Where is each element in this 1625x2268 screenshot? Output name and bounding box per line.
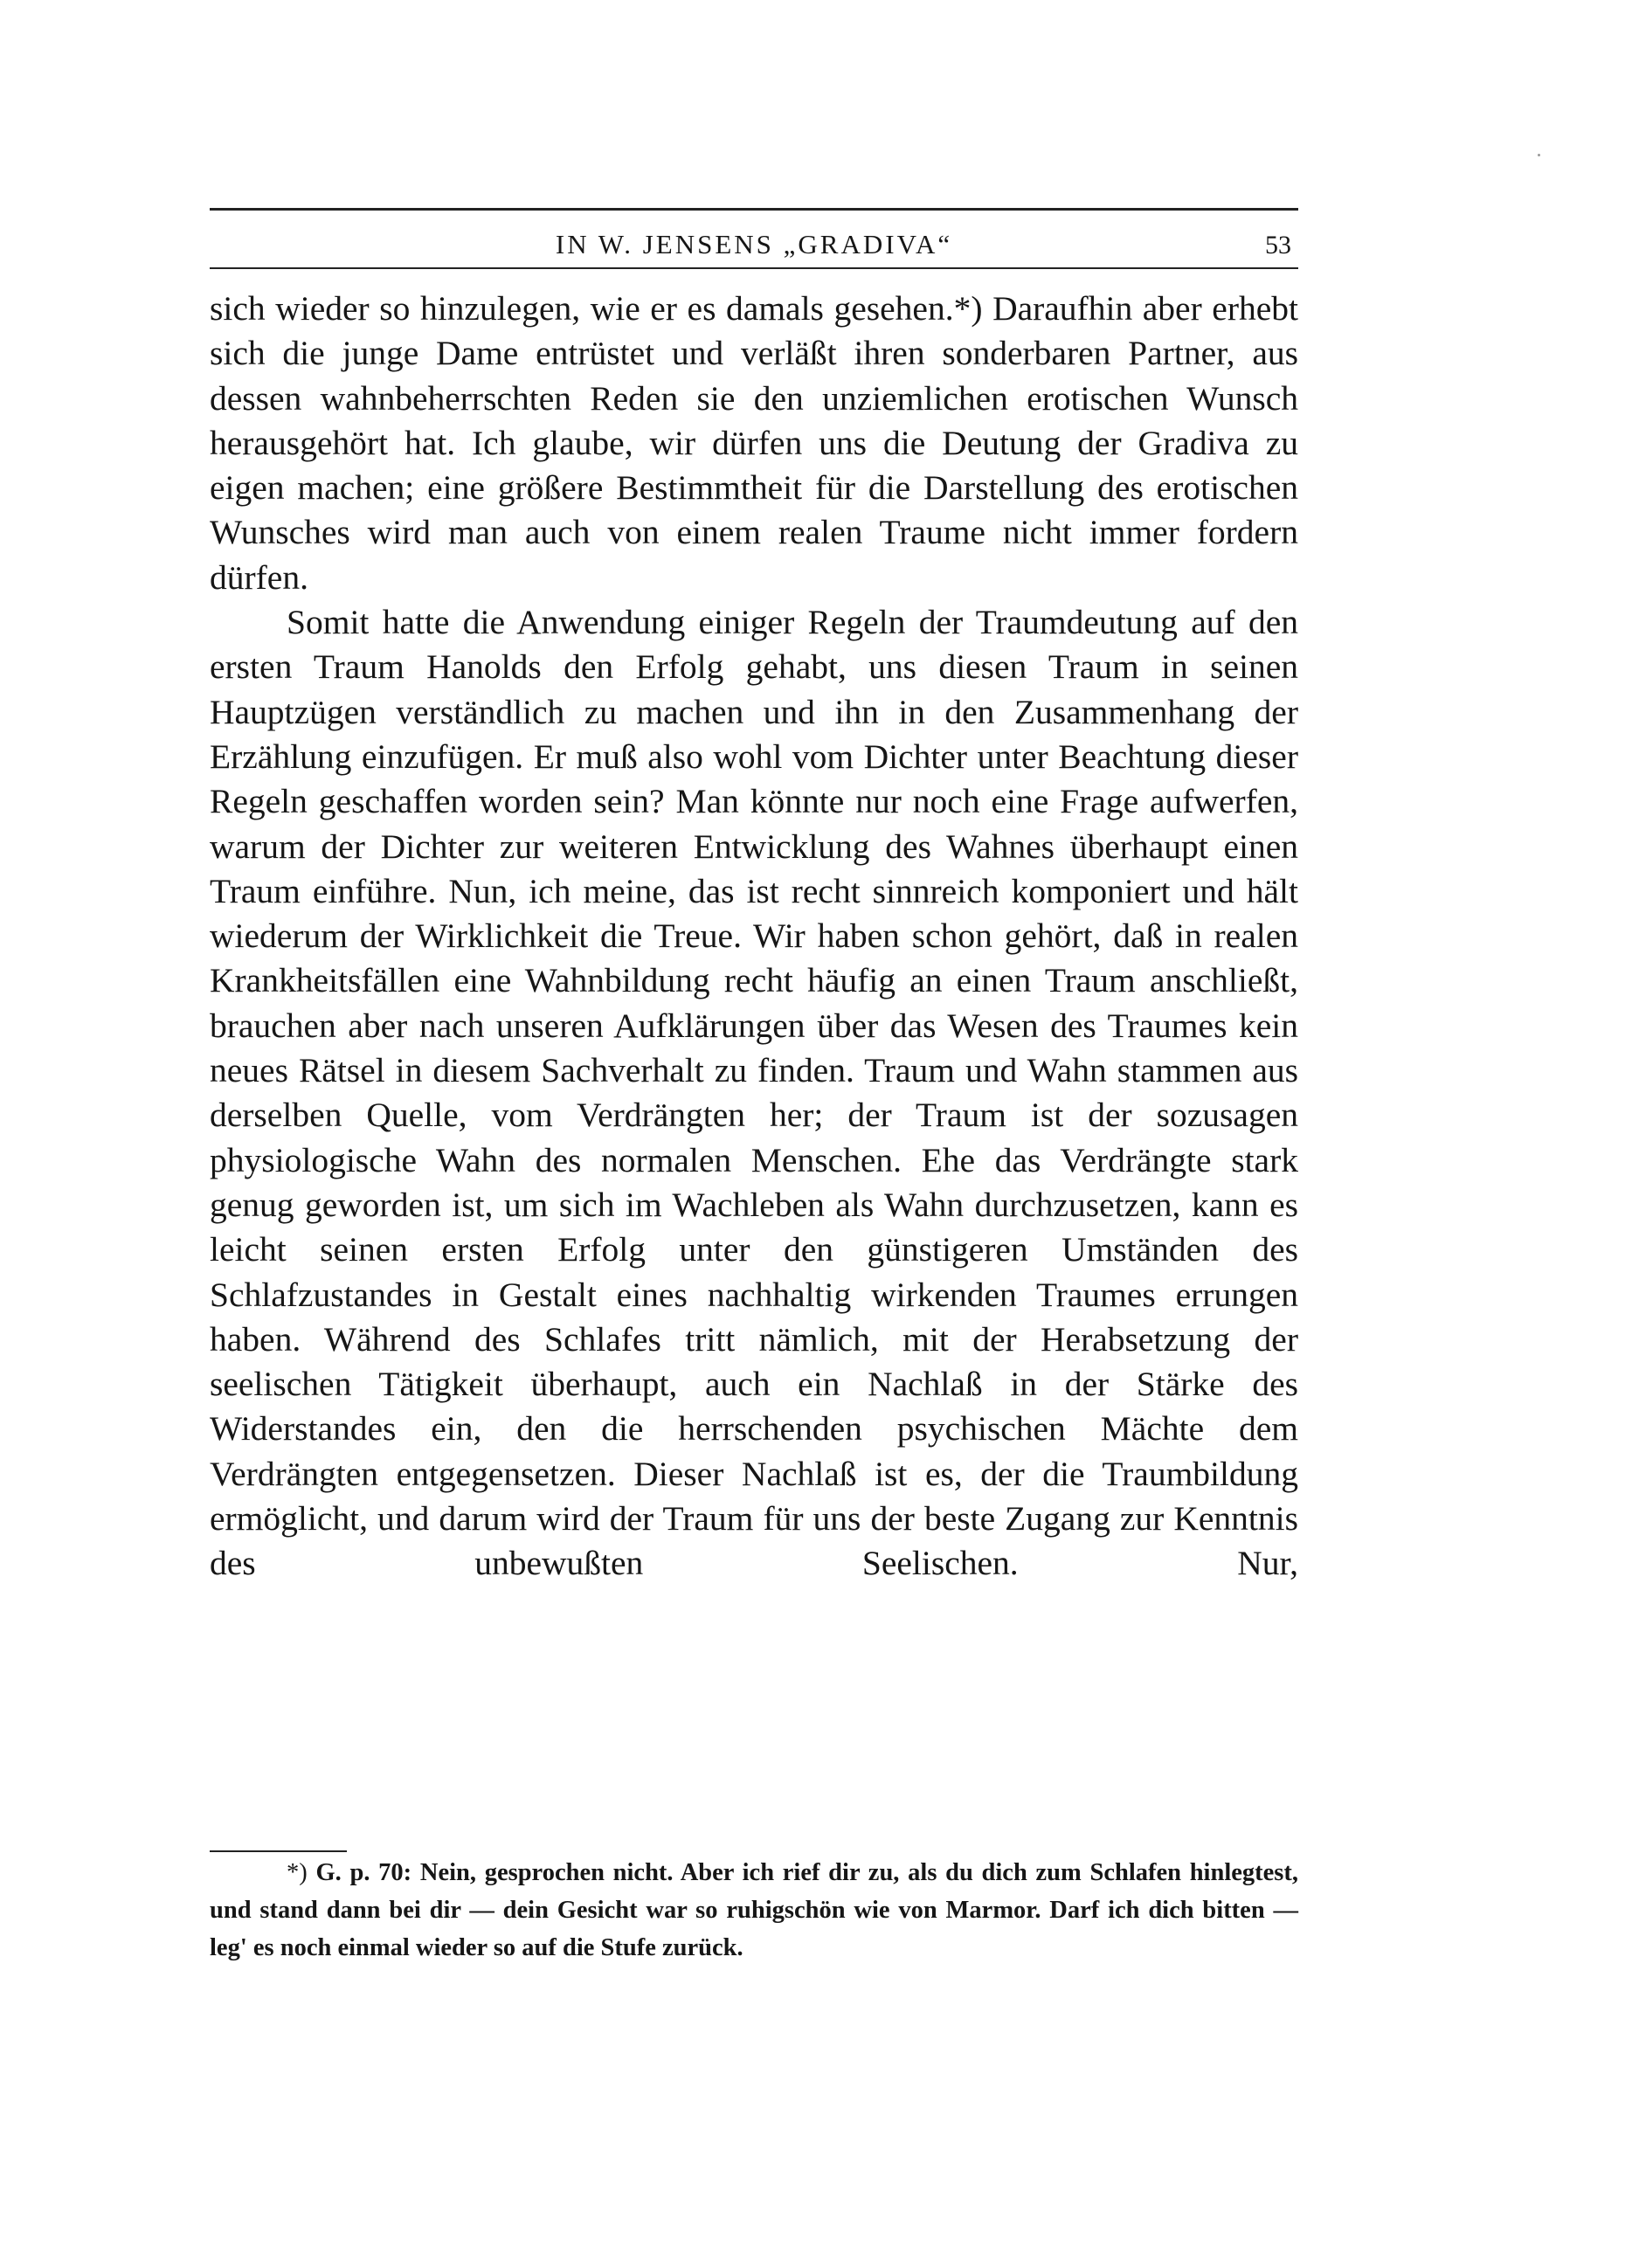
footnote-rule bbox=[210, 1850, 347, 1852]
footnote-marker: *) bbox=[287, 1859, 316, 1886]
running-head bbox=[210, 224, 1298, 267]
top-rule bbox=[210, 208, 1298, 211]
body-text bbox=[210, 287, 1298, 1587]
scan-speck bbox=[1538, 154, 1540, 156]
footnote bbox=[210, 1854, 1298, 1967]
paragraph-1: sich wieder so hinzulegen, wie er es damals gesehen.*) Daraufhin aber erhebt sich die junge Dame entrüstet und verläßt ihren sonderbaren Partner, aus dessen wahnbeherrschten Reden sie den unziemlichen erotischen Wunsch herausgehört hat. Ich glaube, wir dürfen uns die Deutung der Gradiva zu eigen machen; eine größere Bestimmtheit für die Darstellung des erotischen Wunsches wird man auch von einem realen Traume nicht immer fordern dürfen. bbox=[210, 289, 1298, 597]
page-number: 53 bbox=[1265, 231, 1291, 259]
paragraph-2: Somit hatte die Anwendung einiger Regeln der Traumdeutung auf den ersten Traum Hanolds den Erfolg gehabt, uns diesen Traum in seinen Hauptzügen verständlich zu machen und ihn in den Zusammenhang der Erzählung einzufügen. Er muß also wohl vom Dichter unter Beachtung dieser Regeln geschaffen worden sein? Man könnte nur noch eine Frage aufwerfen, warum der Dichter zur weiteren Entwicklung des Wahnes überhaupt einen Traum einführe. Nun, ich meine, das ist recht sinnreich komponiert und hält wiederum der Wirklichkeit die Treue. Wir haben schon gehört, daß in realen Krankheitsfällen eine Wahnbildung recht häufig an einen Traum anschließt, brauchen aber nach unseren Aufklärungen über das Wesen des Traumes kein neues Rätsel in diesem Sachverhalt zu finden. Traum und Wahn stammen aus derselben Quelle, vom Verdrängten her; der Traum ist der sozusagen physiologische Wahn des normalen Menschen. Ehe das Verdrängte stark genug geworden ist, um sich im Wachleben als Wahn durchzusetzen, kann es leicht seinen ersten Erfolg unter den günstigeren Umständen des Schlafzustandes in Gestalt eines nachhaltig wirkenden Traumes errungen haben. Während des Schlafes tritt nämlich, mit der Herabsetzung der seelischen Tätigkeit überhaupt, auch ein Nachlaß in der Stärke des Widerstandes ein, den die herrschenden psychischen Mächte dem Verdrängten entgegensetzen. Dieser Nachlaß ist es, der die Traumbildung ermöglicht, und darum wird der Traum für uns der beste Zugang zur Kenntnis des unbewußten Seelischen. Nur, bbox=[210, 603, 1298, 1583]
header-rule bbox=[210, 267, 1298, 269]
running-title: IN W. JENSENS „GRADIVA“ bbox=[555, 229, 953, 259]
footnote-text: G. p. 70: Nein, gesprochen nicht. Aber ich rief dir zu, als du dich zum Schlafen hinlegtest, und stand dann bei dir — dein Gesicht war so ruhigschön wie von Marmor. Darf ich dich bitten — leg' es noch einmal wieder so auf die Stufe zurück. bbox=[210, 1859, 1298, 1961]
